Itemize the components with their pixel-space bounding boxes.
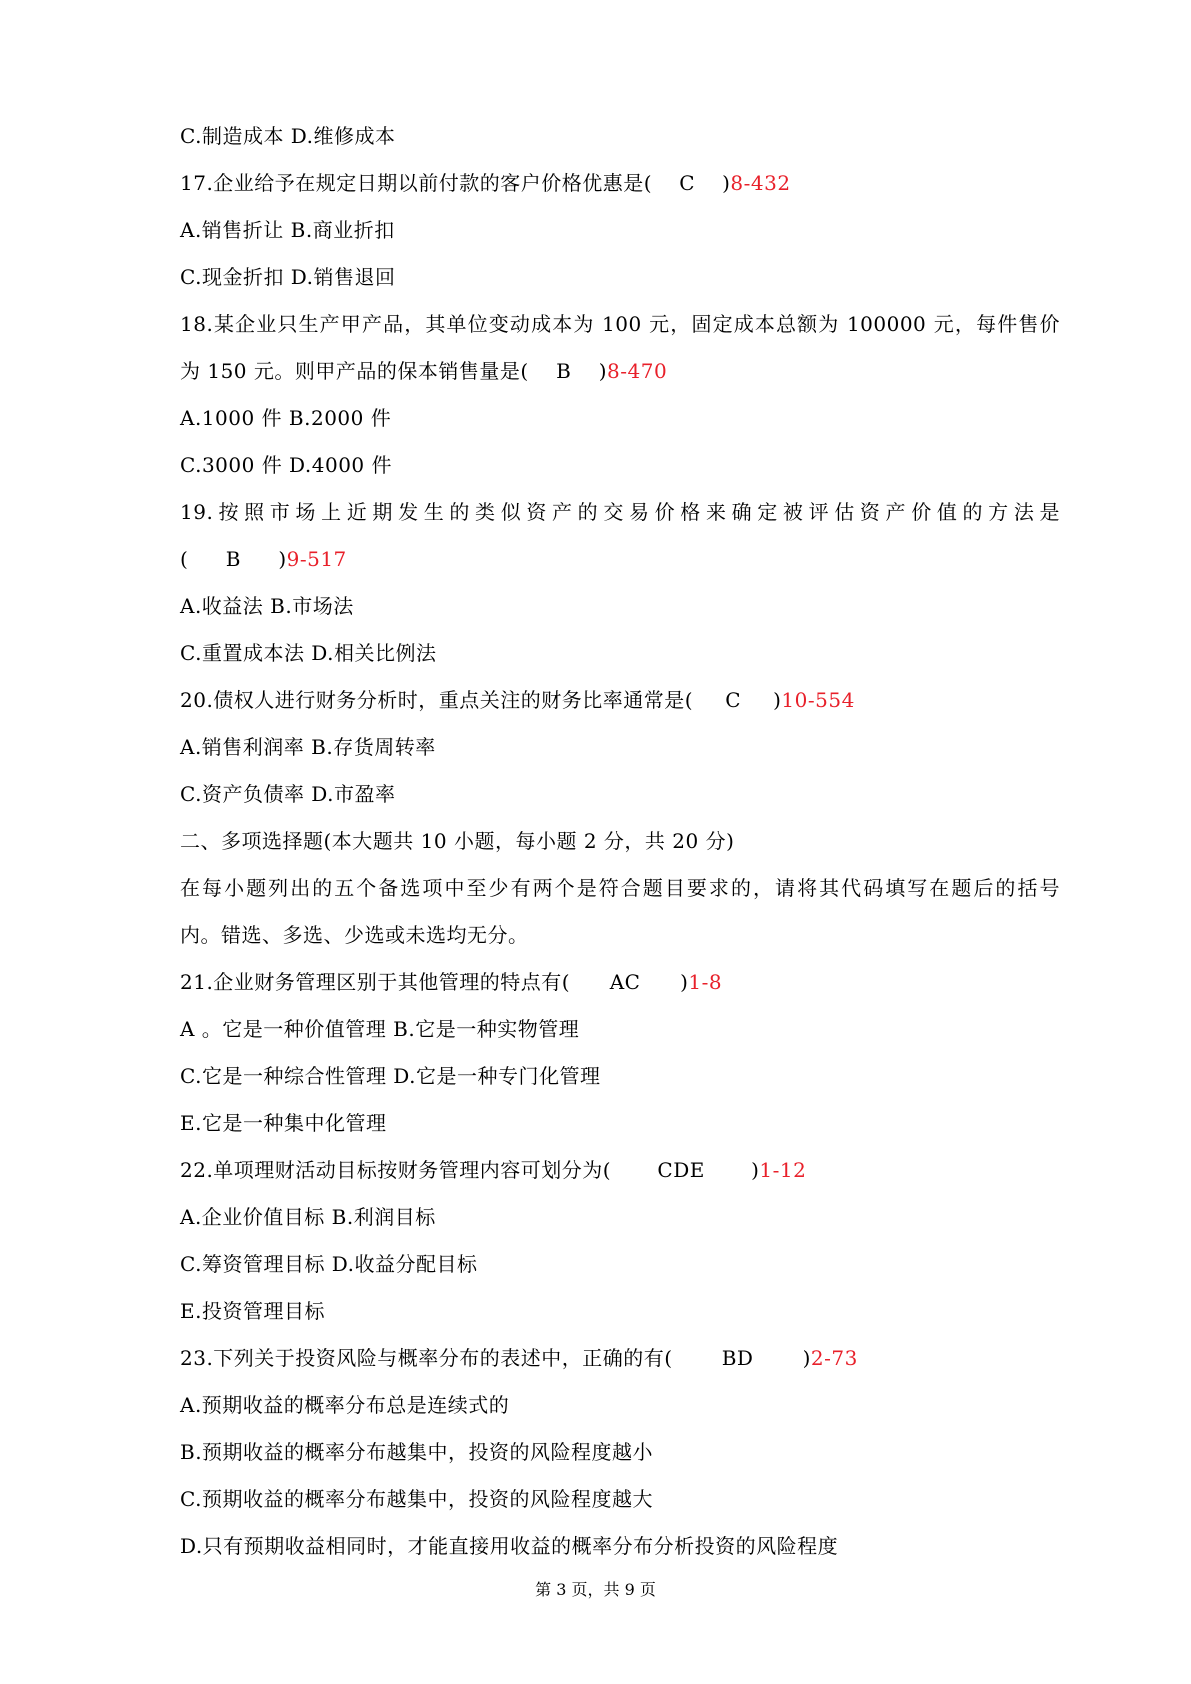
question-17: 17.企业给予在规定日期以前付款的客户价格优惠是( C )8-432 — [180, 160, 1060, 207]
option-line: A 。它是一种价值管理 B.它是一种实物管理 — [180, 1017, 580, 1041]
option-line: C.制造成本 D.维修成本 — [180, 124, 396, 148]
option-line: C.它是一种综合性管理 D.它是一种专门化管理 — [180, 1064, 601, 1088]
option-line: A.销售利润率 B.存货周转率 — [180, 735, 436, 759]
question-21: 21.企业财务管理区别于其他管理的特点有( AC )1-8 — [180, 959, 1060, 1006]
reference: 2-73 — [810, 1346, 858, 1370]
question-23: 23.下列关于投资风险与概率分布的表述中，正确的有( BD )2-73 — [180, 1335, 1060, 1382]
reference: 10-554 — [781, 688, 855, 712]
option-line: A.企业价值目标 B.利润目标 — [180, 1205, 436, 1229]
answer: B — [556, 359, 572, 383]
option-line: A.预期收益的概率分布总是连续式的 — [180, 1393, 510, 1417]
option-line: C.现金折扣 D.销售退回 — [180, 265, 396, 289]
option-line: A.销售折让 B.商业折扣 — [180, 218, 395, 242]
answer: BD — [721, 1346, 754, 1370]
answer: AC — [609, 970, 641, 994]
section-instructions: 在每小题列出的五个备选项中至少有两个是符合题目要求的，请将其代码填写在题后的括号 — [180, 876, 1060, 900]
answer: C — [679, 171, 696, 195]
reference: 8-470 — [607, 359, 668, 383]
option-line: C.资产负债率 D.市盈率 — [180, 782, 396, 806]
option-line: C.筹资管理目标 D.收益分配目标 — [180, 1252, 478, 1276]
question-22: 22.单项理财活动目标按财务管理内容可划分为( CDE )1-12 — [180, 1147, 1060, 1194]
answer: B — [225, 547, 241, 571]
option-line: C.预期收益的概率分布越集中，投资的风险程度越大 — [180, 1487, 653, 1511]
option-line: D.只有预期收益相同时，才能直接用收益的概率分布分析投资的风险程度 — [180, 1534, 839, 1558]
section-instructions-cont: 内。错选、多选、少选或未选均无分。 — [180, 923, 529, 947]
option-line: A.收益法 B.市场法 — [180, 594, 354, 618]
option-line: E.投资管理目标 — [180, 1299, 325, 1323]
section-heading: 二、多项选择题(本大题共 10 小题，每小题 2 分，共 20 分) — [180, 829, 735, 853]
exam-page — [180, 113, 1060, 1570]
reference: 9-517 — [286, 547, 347, 571]
option-line: C.3000 件 D.4000 件 — [180, 453, 392, 477]
reference: 8-432 — [730, 171, 791, 195]
question-19: 19.按照市场上近期发生的类似资产的交易价格来确定被评估资产价值的方法是 — [180, 500, 1060, 524]
option-line: C.重置成本法 D.相关比例法 — [180, 641, 437, 665]
question-18: 18.某企业只生产甲产品，其单位变动成本为 100 元，固定成本总额为 100000 元，每件售价 — [180, 312, 1060, 336]
reference: 1-12 — [759, 1158, 807, 1182]
question-18-cont: 为 150 元。则甲产品的保本销售量是( B )8-470 — [180, 348, 1060, 395]
option-line: B.预期收益的概率分布越集中，投资的风险程度越小 — [180, 1440, 654, 1464]
page-footer: 第 3 页，共 9 页 — [535, 1580, 656, 1599]
question-20: 20.债权人进行财务分析时，重点关注的财务比率通常是( C )10-554 — [180, 677, 1060, 724]
option-line: E.它是一种集中化管理 — [180, 1111, 387, 1135]
question-19-cont: ( B )9-517 — [180, 536, 1060, 583]
answer: C — [725, 688, 742, 712]
reference: 1-8 — [688, 970, 723, 994]
option-line: A.1000 件 B.2000 件 — [180, 406, 392, 430]
answer: CDE — [657, 1158, 705, 1182]
